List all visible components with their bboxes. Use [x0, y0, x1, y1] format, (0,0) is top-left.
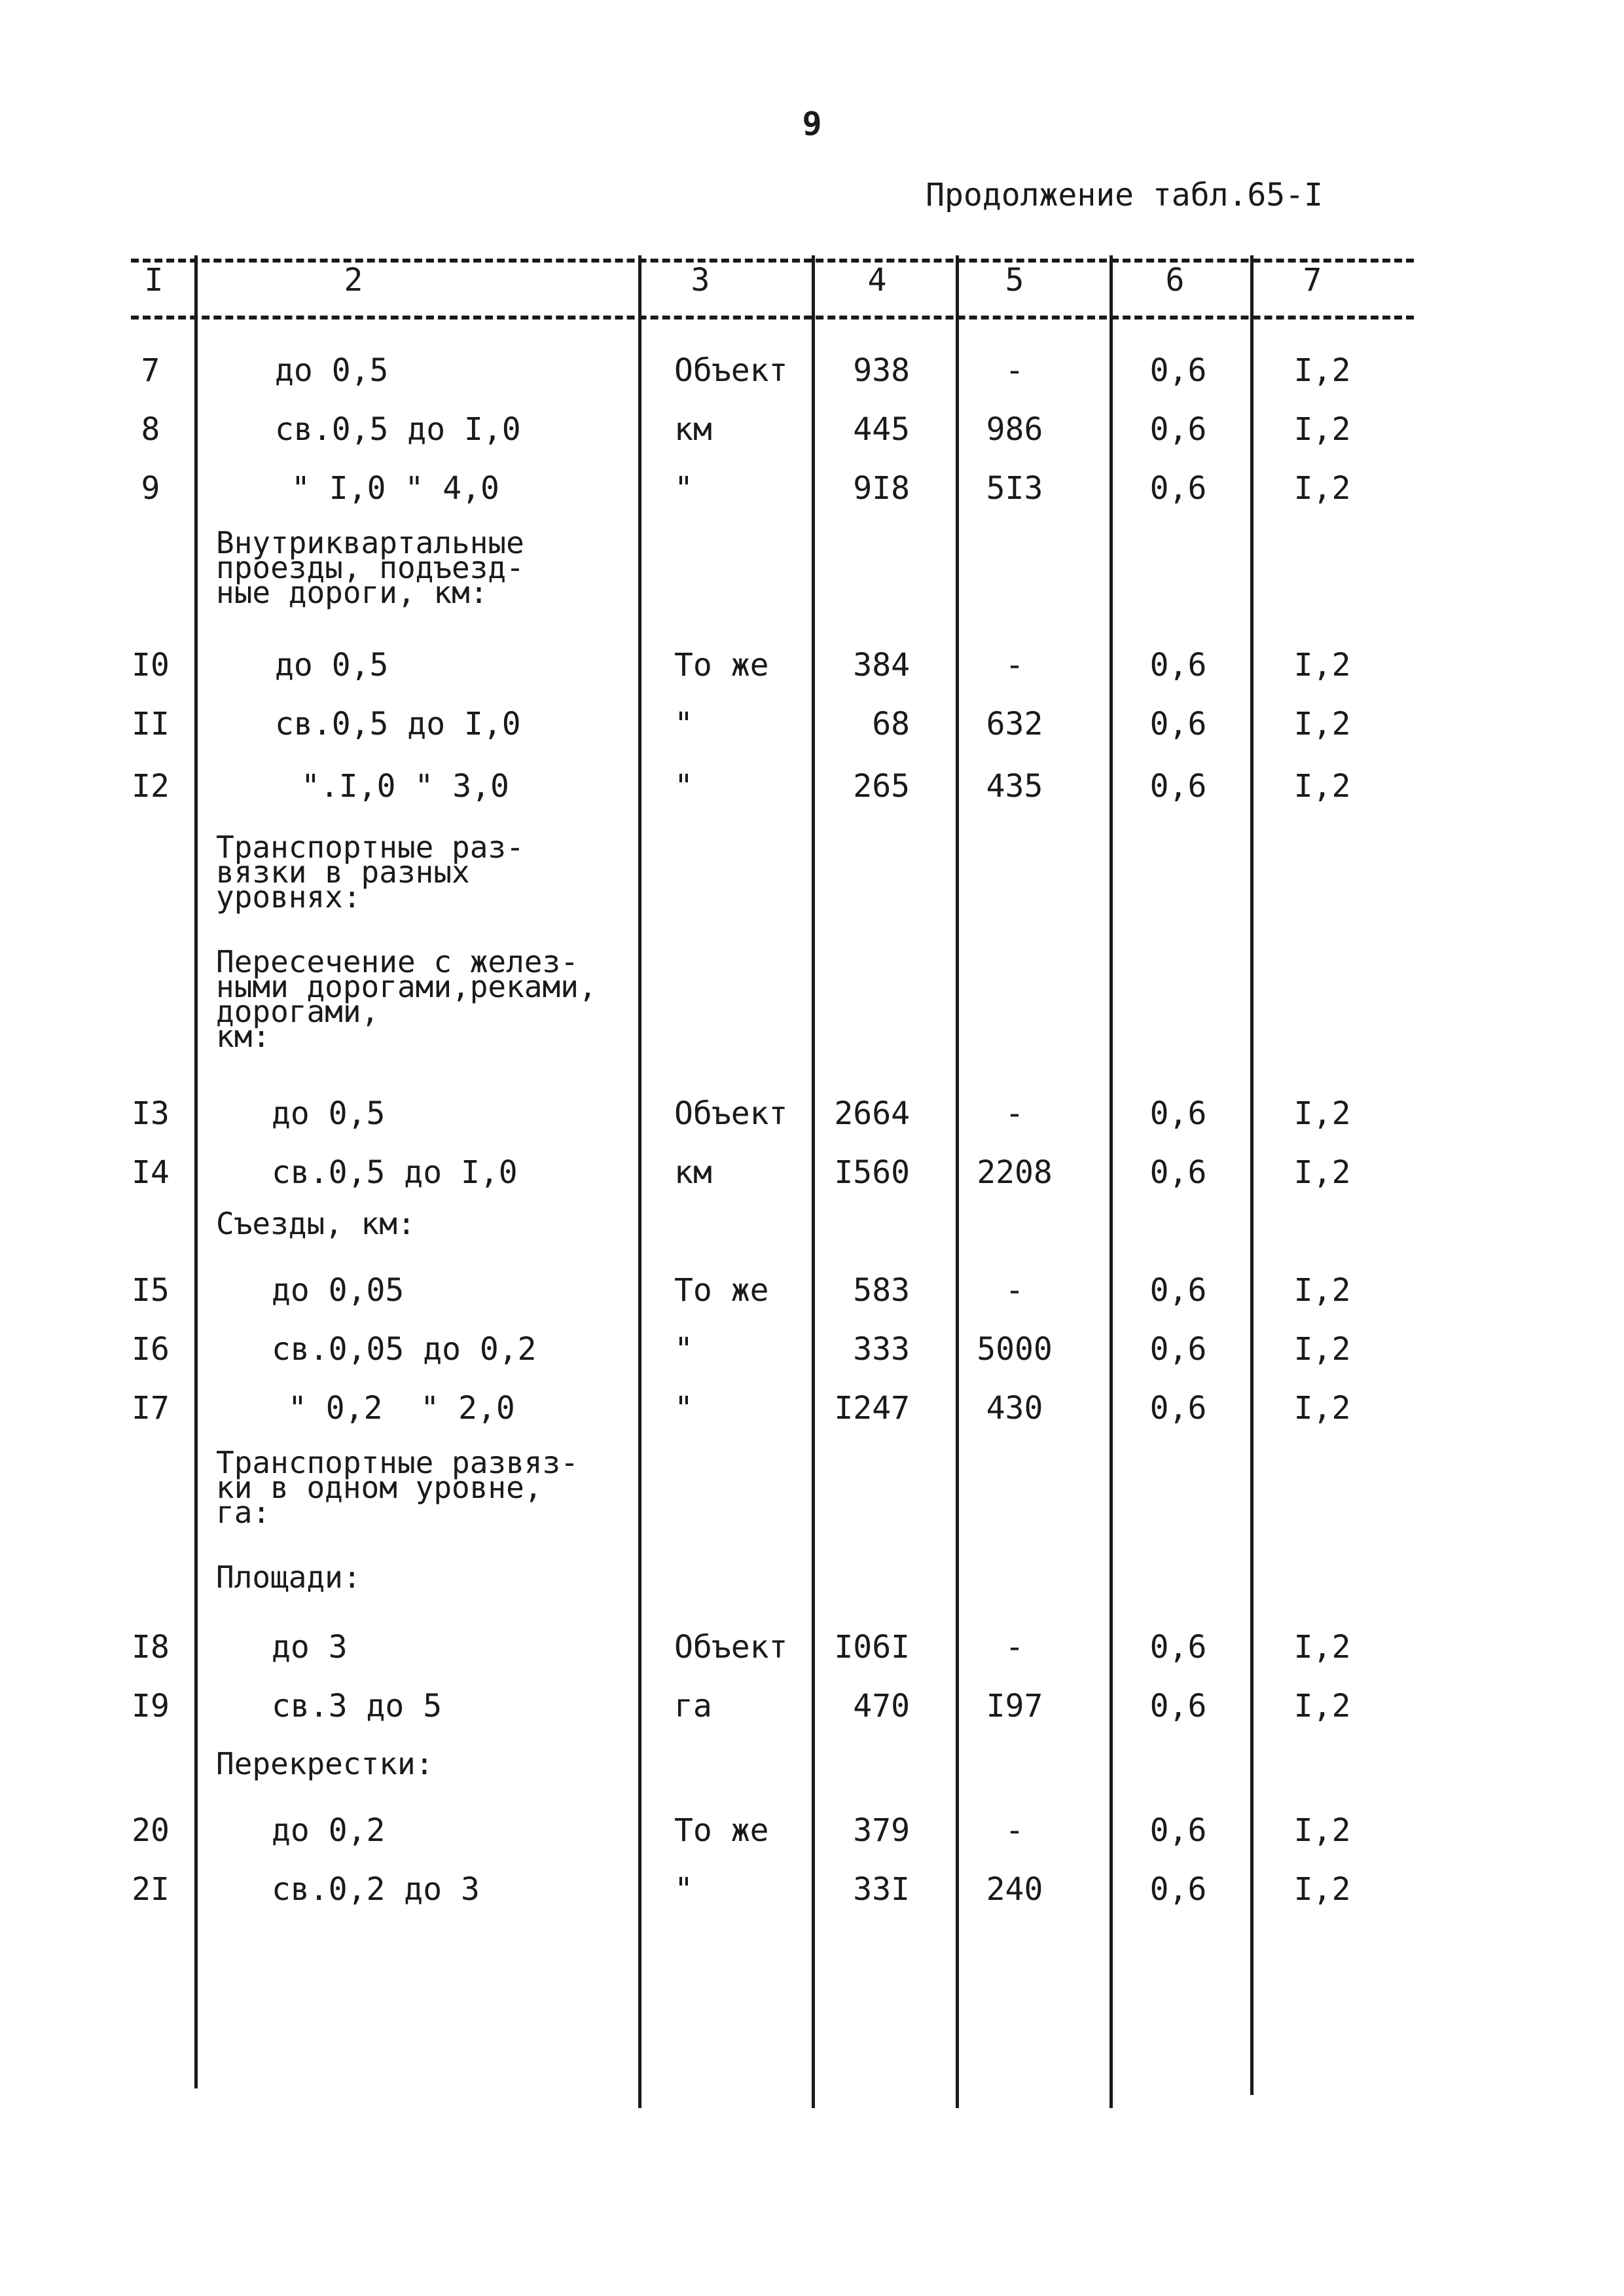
section-heading: Съезды, км: — [216, 1206, 416, 1241]
row-name: до 3 — [272, 1629, 348, 1666]
row-col6: 0,6 — [1149, 411, 1207, 448]
header-bottom-rule — [131, 316, 1414, 319]
row-col7: I,2 — [1293, 411, 1351, 448]
row-unit: " — [674, 768, 693, 805]
row-col7: I,2 — [1293, 706, 1351, 742]
row-number: I6 — [132, 1331, 170, 1368]
row-unit: Объект — [674, 1629, 788, 1666]
table-row — [0, 1260, 1624, 1319]
row-number: I9 — [132, 1688, 170, 1724]
row-col5: - — [1005, 1812, 1024, 1849]
row-name: до 0,5 — [275, 352, 389, 389]
section-heading: Площади: — [216, 1559, 361, 1595]
table-row — [0, 399, 1624, 458]
header-col-6: 6 — [1165, 262, 1185, 299]
row-col6: 0,6 — [1149, 1871, 1207, 1908]
row-col5: 2208 — [977, 1154, 1053, 1191]
row-name: " I,0 " 4,0 — [291, 470, 499, 507]
row-name: до 0,5 — [275, 647, 389, 683]
table-row — [0, 1617, 1624, 1676]
row-col4: 2664 — [834, 1095, 910, 1132]
row-col6: 0,6 — [1149, 647, 1207, 683]
row-unit: " — [674, 1331, 693, 1368]
table-row — [0, 756, 1624, 815]
row-name: ".I,0 " 3,0 — [301, 768, 509, 805]
row-col4: 583 — [853, 1272, 910, 1309]
row-col6: 0,6 — [1149, 1629, 1207, 1666]
row-unit: Объект — [674, 1095, 788, 1132]
row-col6: 0,6 — [1149, 706, 1207, 742]
table-row — [0, 1676, 1624, 1735]
row-unit: То же — [674, 1812, 769, 1849]
row-name: до 0,5 — [272, 1095, 386, 1132]
row-name: до 0,05 — [272, 1272, 405, 1309]
row-col6: 0,6 — [1149, 1812, 1207, 1849]
row-col6: 0,6 — [1149, 1331, 1207, 1368]
row-name: св.0,5 до I,0 — [275, 706, 521, 742]
section-heading: Пересечение с желез- ными дорогами,реками, дорогами, км: — [216, 944, 597, 1054]
row-col7: I,2 — [1293, 1272, 1351, 1309]
row-number: II — [132, 706, 170, 742]
row-number: 2I — [132, 1871, 170, 1908]
row-col4: 938 — [853, 352, 910, 389]
row-col5: 986 — [986, 411, 1043, 448]
row-col4: 445 — [853, 411, 910, 448]
row-unit: То же — [674, 1272, 769, 1309]
row-col6: 0,6 — [1149, 1688, 1207, 1724]
row-unit: " — [674, 706, 693, 742]
row-col5: 240 — [986, 1871, 1043, 1908]
row-col4: 33I — [853, 1871, 910, 1908]
row-col6: 0,6 — [1149, 1095, 1207, 1132]
row-col5: - — [1005, 647, 1024, 683]
row-col5: - — [1005, 1095, 1024, 1132]
row-name: до 0,2 — [272, 1812, 386, 1849]
row-name: св.0,5 до I,0 — [275, 411, 521, 448]
row-col7: I,2 — [1293, 470, 1351, 507]
row-col5: 632 — [986, 706, 1043, 742]
row-col5: 430 — [986, 1390, 1043, 1427]
row-number: I3 — [132, 1095, 170, 1132]
table-row — [0, 458, 1624, 517]
row-unit: " — [674, 1871, 693, 1908]
row-col4: 68 — [872, 706, 910, 742]
row-col6: 0,6 — [1149, 768, 1207, 805]
row-unit: Объект — [674, 352, 788, 389]
row-col4: 379 — [853, 1812, 910, 1849]
row-col7: I,2 — [1293, 1095, 1351, 1132]
table-row — [0, 340, 1624, 399]
row-col4: 384 — [853, 647, 910, 683]
row-col7: I,2 — [1293, 1688, 1351, 1724]
row-col7: I,2 — [1293, 1154, 1351, 1191]
row-col4: 265 — [853, 768, 910, 805]
section-heading: Транспортные раз- вязки в разных уровнях: — [216, 829, 524, 915]
row-unit: " — [674, 470, 693, 507]
section-heading: Внутриквартальные проезды, подъезд- ные дороги, км: — [216, 525, 524, 610]
section-heading: Перекрестки: — [216, 1746, 434, 1781]
row-col5: 5I3 — [986, 470, 1043, 507]
row-col6: 0,6 — [1149, 1154, 1207, 1191]
table-row — [0, 1859, 1624, 1918]
row-number: I2 — [132, 768, 170, 805]
row-number: 20 — [132, 1812, 170, 1849]
row-number: I7 — [132, 1390, 170, 1427]
row-unit: То же — [674, 647, 769, 683]
table-row — [0, 694, 1624, 753]
row-name: св.0,2 до 3 — [272, 1871, 480, 1908]
page-number: 9 — [802, 105, 822, 143]
row-unit: км — [674, 1154, 712, 1191]
row-col7: I,2 — [1293, 1812, 1351, 1849]
row-col6: 0,6 — [1149, 1272, 1207, 1309]
row-name: " 0,2 " 2,0 — [288, 1390, 515, 1427]
table-row — [0, 1084, 1624, 1142]
table-row — [0, 635, 1624, 694]
row-col5: I97 — [986, 1688, 1043, 1724]
table-row — [0, 1800, 1624, 1859]
row-unit: " — [674, 1390, 693, 1427]
row-col4: 333 — [853, 1331, 910, 1368]
row-col7: I,2 — [1293, 768, 1351, 805]
table-row — [0, 1378, 1624, 1437]
row-col5: 5000 — [977, 1331, 1053, 1368]
row-col6: 0,6 — [1149, 1390, 1207, 1427]
row-col7: I,2 — [1293, 647, 1351, 683]
row-col5: 435 — [986, 768, 1043, 805]
header-col-2: 2 — [344, 262, 363, 299]
row-col7: I,2 — [1293, 1871, 1351, 1908]
row-col5: - — [1005, 352, 1024, 389]
row-number: I4 — [132, 1154, 170, 1191]
row-number: I5 — [132, 1272, 170, 1309]
table-row — [0, 1142, 1624, 1201]
row-number: 8 — [141, 411, 160, 448]
header-col-3: 3 — [691, 262, 710, 299]
row-col4: 470 — [853, 1688, 910, 1724]
row-col7: I,2 — [1293, 352, 1351, 389]
row-col7: I,2 — [1293, 1331, 1351, 1368]
header-col-5: 5 — [1005, 262, 1024, 299]
row-col4: I247 — [834, 1390, 910, 1427]
row-col4: 9I8 — [853, 470, 910, 507]
header-col-4: 4 — [867, 262, 887, 299]
table-row — [0, 1319, 1624, 1378]
row-number: I8 — [132, 1629, 170, 1666]
row-col6: 0,6 — [1149, 470, 1207, 507]
header-top-rule — [131, 259, 1414, 263]
row-number: 9 — [141, 470, 160, 507]
row-name: св.0,5 до I,0 — [272, 1154, 518, 1191]
row-col7: I,2 — [1293, 1390, 1351, 1427]
row-col6: 0,6 — [1149, 352, 1207, 389]
section-heading: Транспортные развяз- ки в одном уровне, га: — [216, 1445, 579, 1530]
row-col5: - — [1005, 1629, 1024, 1666]
header-col-7: 7 — [1303, 262, 1322, 299]
row-name: св.3 до 5 — [272, 1688, 442, 1724]
row-number: I0 — [132, 647, 170, 683]
row-number: 7 — [141, 352, 160, 389]
row-name: св.0,05 до 0,2 — [272, 1331, 537, 1368]
row-col4: I06I — [834, 1629, 910, 1666]
row-unit: км — [674, 411, 712, 448]
row-col7: I,2 — [1293, 1629, 1351, 1666]
row-col4: I560 — [834, 1154, 910, 1191]
continuation-title: Продолжение табл.65-I — [926, 177, 1323, 213]
row-col5: - — [1005, 1272, 1024, 1309]
header-col-1: I — [144, 262, 164, 299]
row-unit: га — [674, 1688, 712, 1724]
